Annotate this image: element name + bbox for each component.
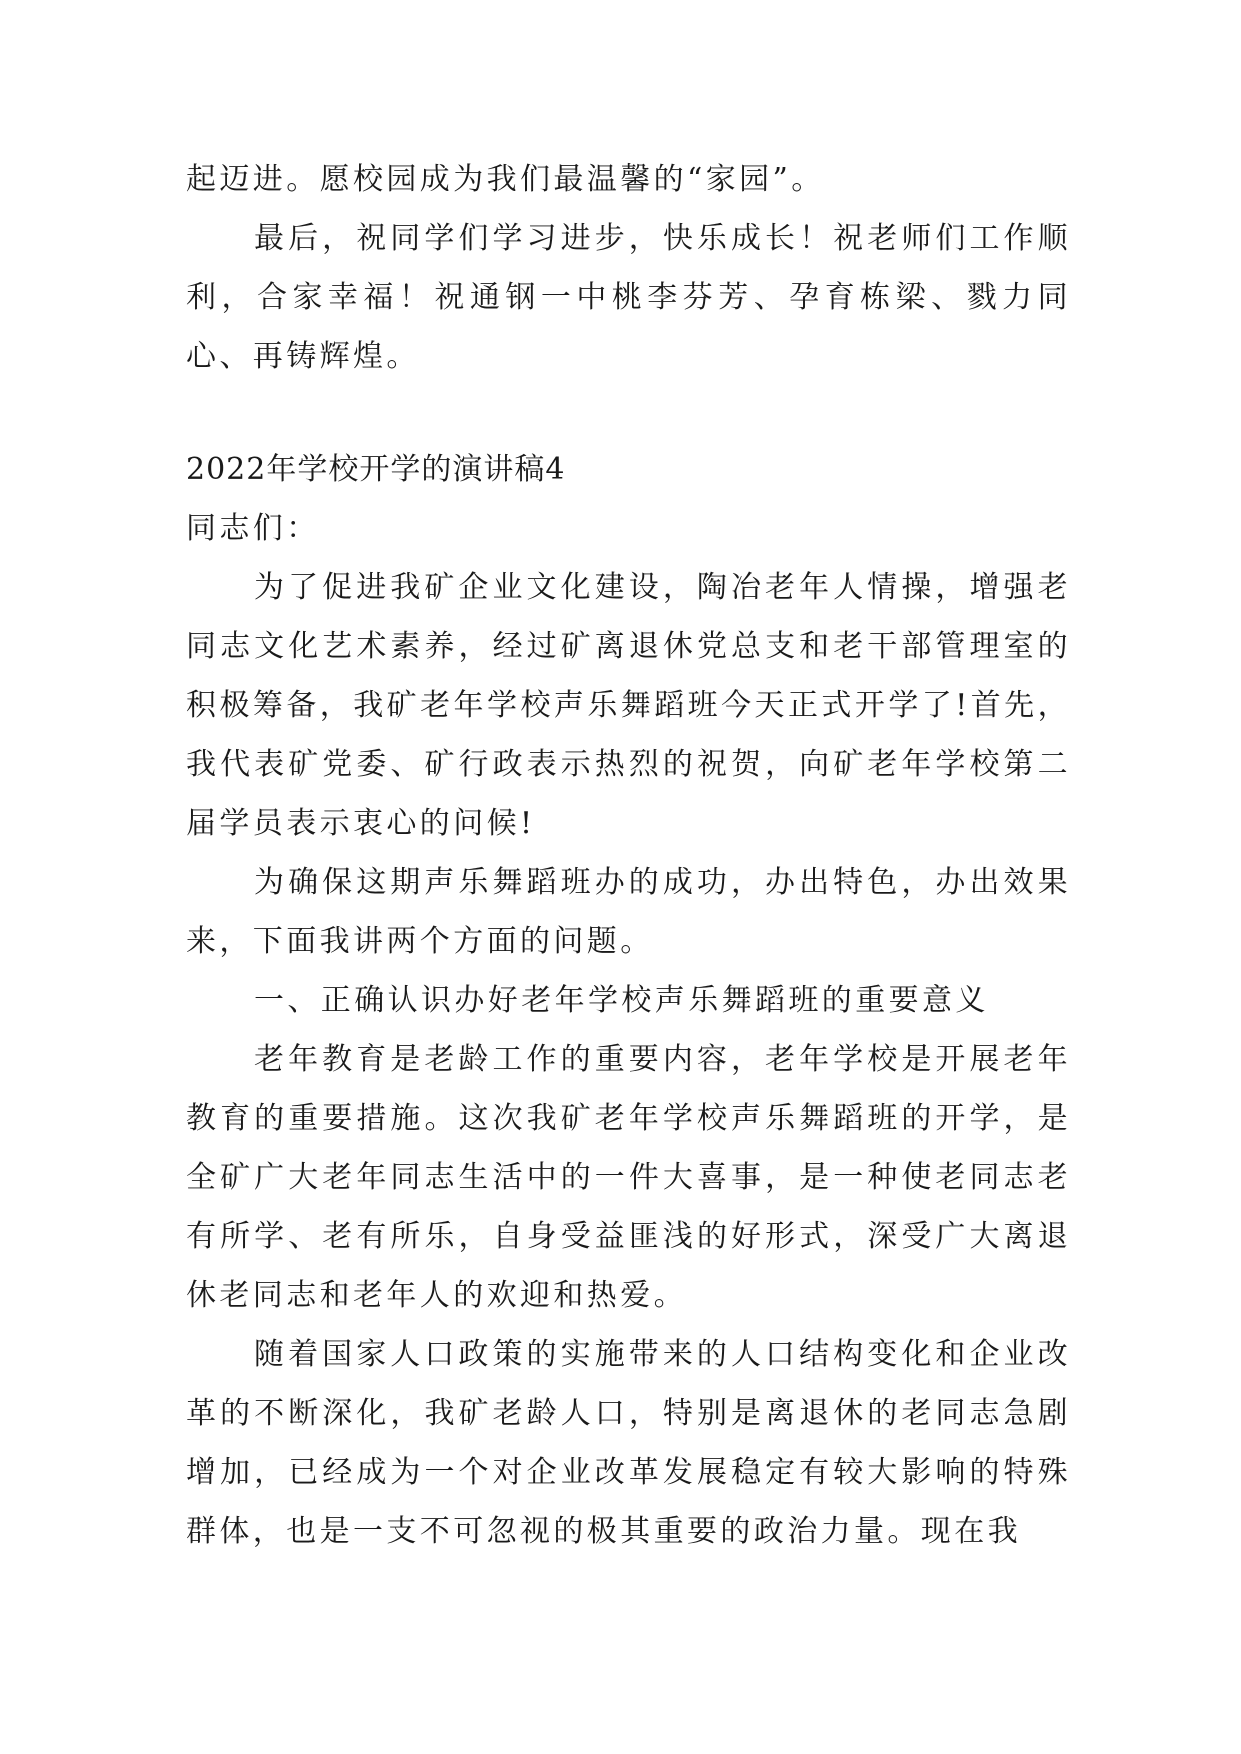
body-paragraph-4: 老年教育是老龄工作的重要内容，老年学校是开展老年教育的重要措施。这次我矿老年学校声乐舞蹈班的开学，是全矿广大老年同志生活中的一件大喜事，是一种使老同志老有所学、老有所乐，自身受益匪浅的好形式，深受广大离退休老同志和老年人的欢迎和热爱。 — [186, 1042, 1071, 1313]
section-title: 2022年学校开学的演讲稿4 — [186, 452, 566, 487]
body-paragraph-2: 为确保这期声乐舞蹈班办的成功，办出特色，办出效果来，下面我讲两个方面的问题。 — [186, 865, 1071, 959]
paragraph-continuation: 起迈进。愿校园成为我们最温馨的“家园”。 — [186, 162, 825, 197]
paragraph-closing-wishes: 最后，祝同学们学习进步，快乐成长！祝老师们工作顺利，合家幸福！祝通钢一中桃李芬芳、孕育栋梁、戮力同心、再铸辉煌。 — [186, 221, 1071, 374]
body-paragraph-5: 随着国家人口政策的实施带来的人口结构变化和企业改革的不断深化，我矿老龄人口，特别是离退休的老同志急剧增加，已经成为一个对企业改革发展稳定有较大影响的特殊群体，也是一支不可忽视的极其重要的政治力量。现在我 — [186, 1337, 1071, 1549]
body-paragraph-3: 一、正确认识办好老年学校声乐舞蹈班的重要意义 — [254, 983, 989, 1018]
salutation: 同志们： — [186, 511, 320, 546]
body-paragraph-1: 为了促进我矿企业文化建设，陶冶老年人情操，增强老同志文化艺术素养，经过矿离退休党总支和老干部管理室的积极筹备，我矿老年学校声乐舞蹈班今天正式开学了!首先，我代表矿党委、矿行政表示热烈的祝贺，向矿老年学校第二届学员表示衷心的问候! — [186, 570, 1071, 841]
